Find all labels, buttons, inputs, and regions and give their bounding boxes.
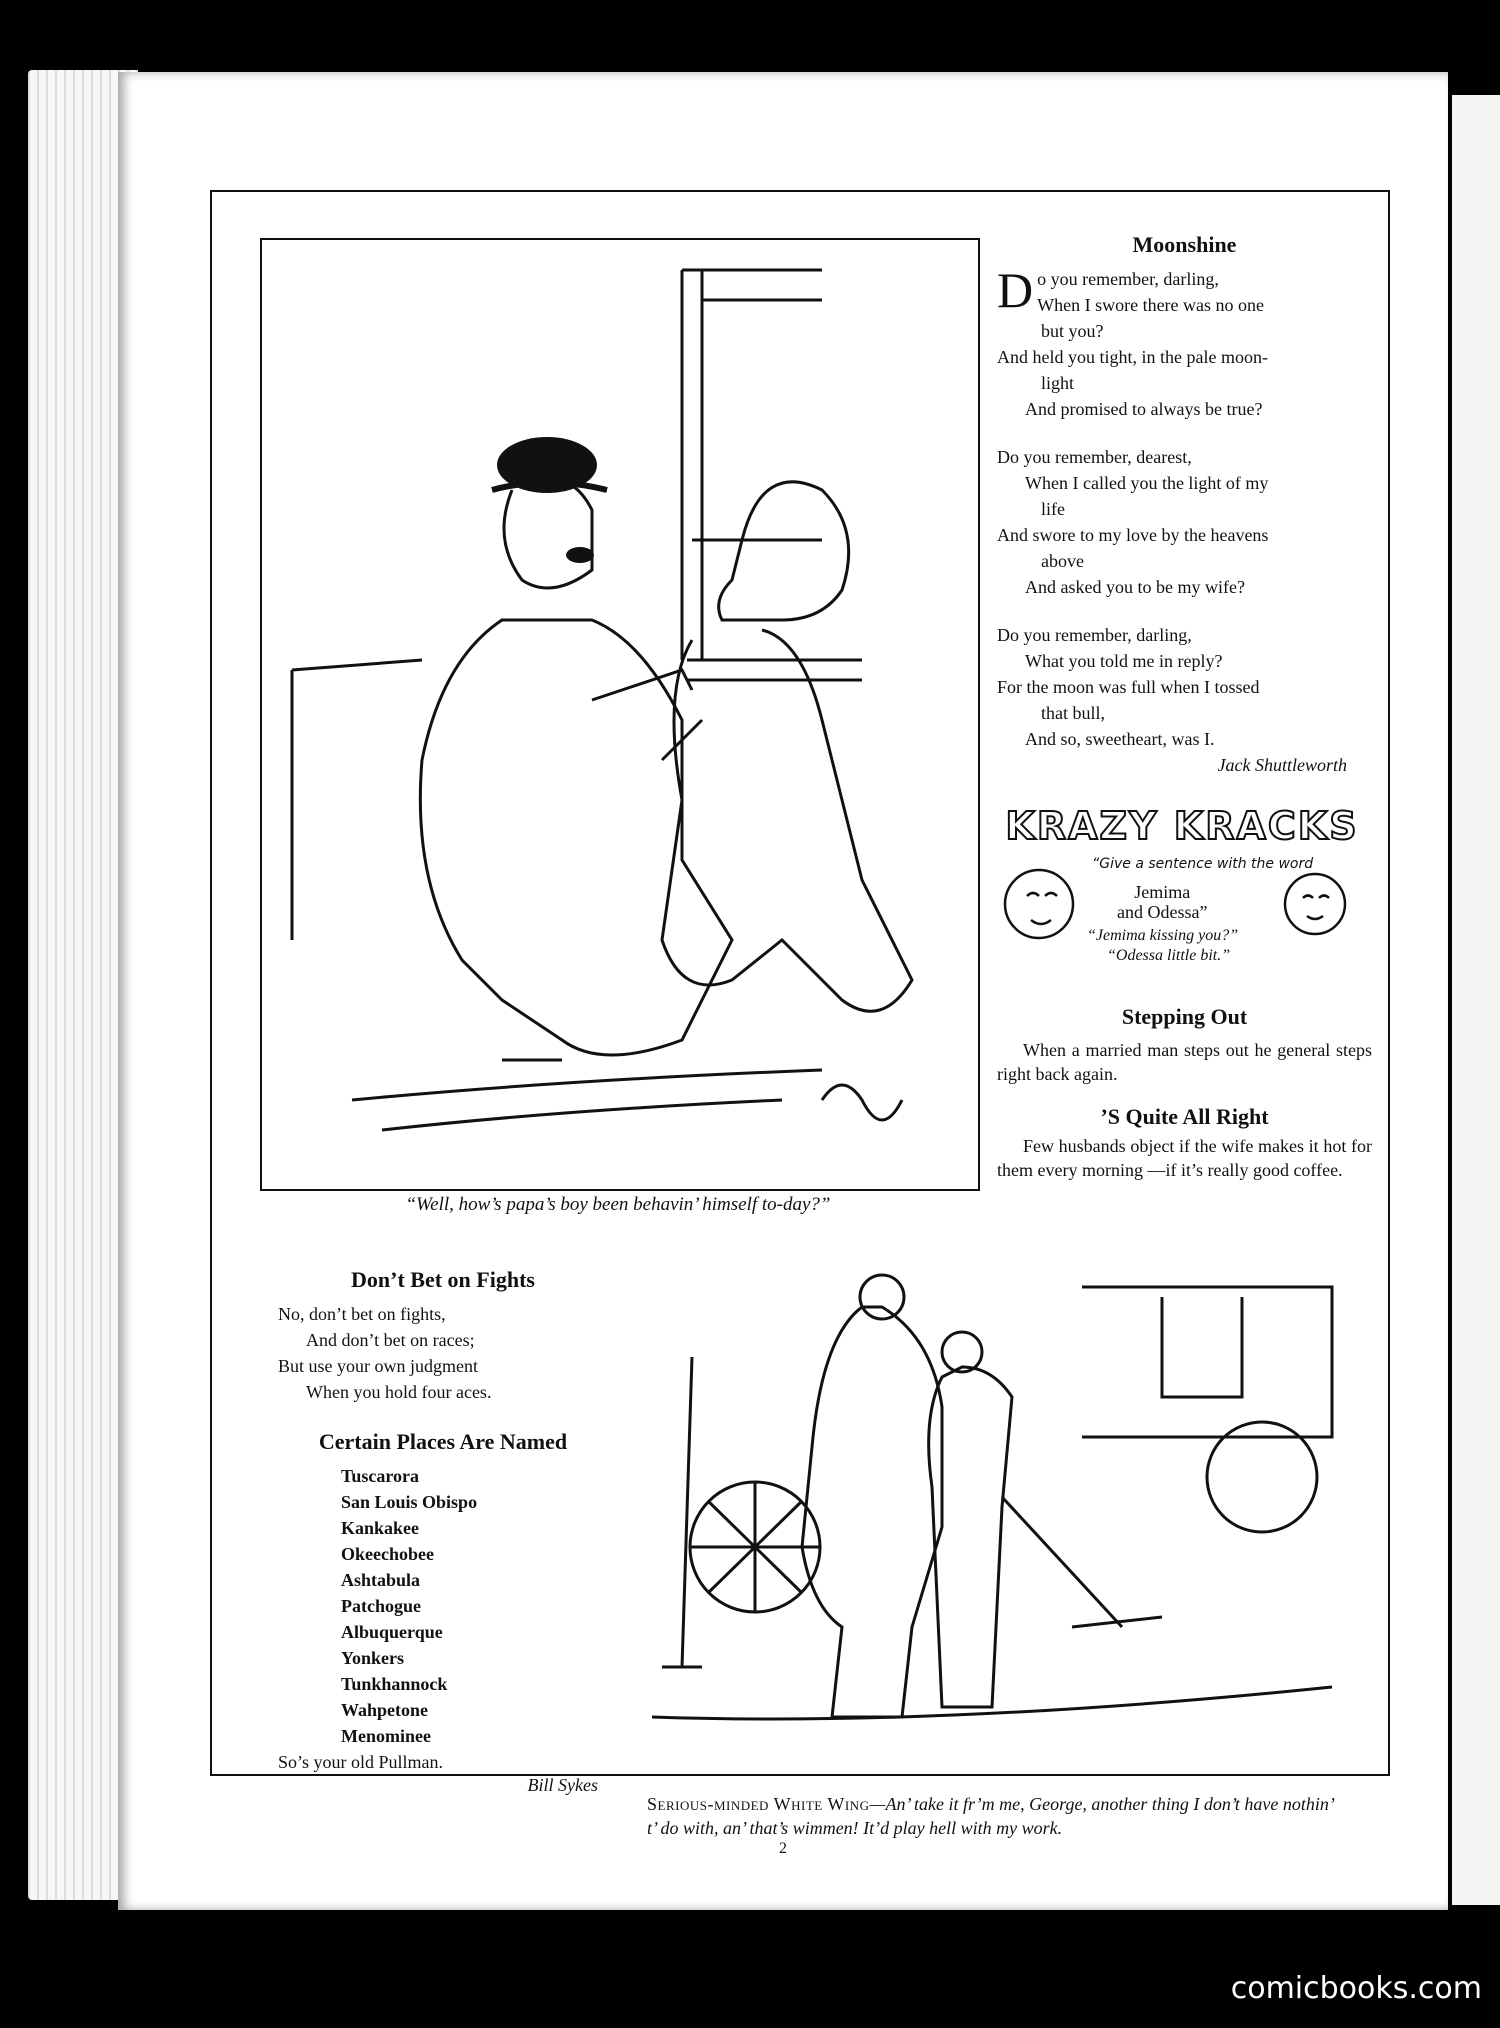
poem-line: And asked you to be my wife?	[1025, 577, 1245, 597]
poem-line: light	[1041, 373, 1075, 393]
poem-line: For the moon was full when I tossed	[997, 677, 1260, 697]
page-number: 2	[779, 1840, 787, 1857]
cartoon2-caption	[647, 1792, 1337, 1840]
cartoon-drawing-street-sweepers	[642, 1247, 1342, 1745]
cartoon2-speaker: Serious-minded White Wing	[647, 1794, 870, 1814]
cartoon-illustration-2	[642, 1247, 1342, 1745]
site-watermark: comicbooks.com	[1230, 1971, 1482, 2006]
list-item: Tunkhannock	[341, 1674, 448, 1694]
list-item: Patchogue	[341, 1596, 421, 1616]
lower-left-column	[278, 1267, 608, 1796]
moonshine-stanza-2	[997, 444, 1372, 600]
moonshine-stanza-1	[997, 262, 1372, 422]
list-item: San Louis Obispo	[341, 1492, 478, 1512]
stepping-out-title: Stepping Out	[1121, 1004, 1248, 1029]
krazy-answers	[1087, 926, 1238, 966]
moonshine-stanza-3	[997, 622, 1372, 752]
places-byline: Bill Sykes	[527, 1775, 598, 1795]
quite-all-right-title: ’S Quite All Right	[1100, 1104, 1269, 1129]
poem-line: When I called you the light of my	[1025, 473, 1269, 493]
poem-line: And swore to my love by the heavens	[997, 525, 1269, 545]
fights-title: Don’t Bet on Fights	[351, 1267, 535, 1292]
krazy-answer-1: “Jemima kissing you?”	[1087, 927, 1239, 944]
list-item: Ashtabula	[341, 1570, 421, 1590]
quite-all-right-text	[997, 1134, 1372, 1182]
stepping-out-body: When a married man steps out he general steps right back again.	[997, 1040, 1372, 1084]
list-item: Tuscarora	[341, 1466, 420, 1486]
poem-line: o you remember, darling,	[1037, 269, 1219, 289]
moonshine-byline: Jack Shuttleworth	[1217, 755, 1347, 775]
content-frame	[210, 190, 1390, 1838]
poem-line: And so, sweetheart, was I.	[1025, 729, 1215, 749]
krazy-kracks-box	[997, 804, 1367, 984]
cartoon-illustration-1	[260, 238, 980, 1191]
krazy-kracks-title: KRAZY KRACKS	[1005, 804, 1359, 848]
fights-poem	[278, 1301, 608, 1405]
list-item: Albuquerque	[341, 1622, 443, 1642]
poem-line: life	[1041, 499, 1065, 519]
poem-line: When I swore there was no one	[1037, 295, 1265, 315]
quite-all-right-body: Few husbands object if the wife makes it hot for them every morning —if it’s really good coffee.	[997, 1136, 1372, 1180]
right-column	[997, 232, 1372, 1200]
places-closing: So’s your old Pullman.	[278, 1752, 444, 1772]
list-item: Menominee	[341, 1726, 431, 1746]
list-item: Okeechobee	[341, 1544, 434, 1564]
drop-cap: D	[997, 262, 1034, 318]
moonshine-poem	[997, 262, 1372, 778]
list-item: Wahpetone	[341, 1700, 429, 1720]
poem-line: What you told me in reply?	[1025, 651, 1223, 671]
list-item: Yonkers	[341, 1648, 405, 1668]
poem-line: And held you tight, in the pale moon-	[997, 347, 1268, 367]
facing-page-edge	[1452, 95, 1500, 1905]
poem-line: And promised to always be true?	[1025, 399, 1263, 419]
moonshine-title: Moonshine	[1132, 232, 1237, 257]
cartoon1-caption: “Well, how’s papa’s boy been behavin’ himself to-day?”	[405, 1194, 831, 1215]
poem-line: Do you remember, darling,	[997, 625, 1192, 645]
poem-line: No, don’t bet on fights,	[278, 1304, 446, 1324]
krazy-words	[1117, 882, 1207, 922]
poem-line: When you hold four aces.	[306, 1382, 492, 1402]
cartoon-drawing-men-walking	[262, 240, 978, 1189]
poem-line: But use your own judgment	[278, 1356, 478, 1376]
list-item: Kankakee	[341, 1518, 420, 1538]
krazy-prompt: “Give a sentence with the word	[1092, 856, 1314, 872]
poem-line: And don’t bet on races;	[306, 1330, 475, 1350]
poem-line: that bull,	[1041, 703, 1105, 723]
krazy-answer-2: “Odessa little bit.”	[1107, 947, 1231, 964]
places-title: Certain Places Are Named	[318, 1429, 568, 1454]
krazy-word-2: and Odessa”	[1117, 902, 1208, 922]
magazine-page	[118, 72, 1448, 1910]
krazy-word-1: Jemima	[1134, 882, 1191, 902]
stepping-out-text	[997, 1038, 1372, 1086]
places-list	[278, 1463, 608, 1749]
poem-line: Do you remember, dearest,	[997, 447, 1192, 467]
poem-line: above	[1041, 551, 1084, 571]
cartoon2-quote: —An’ take it fr’m me, George, another thing I don’t have nothin’ t’ do with, an’ that’s wimmen! It’d play hell with my work.	[647, 1794, 1333, 1838]
poem-line: but you?	[1041, 321, 1104, 341]
